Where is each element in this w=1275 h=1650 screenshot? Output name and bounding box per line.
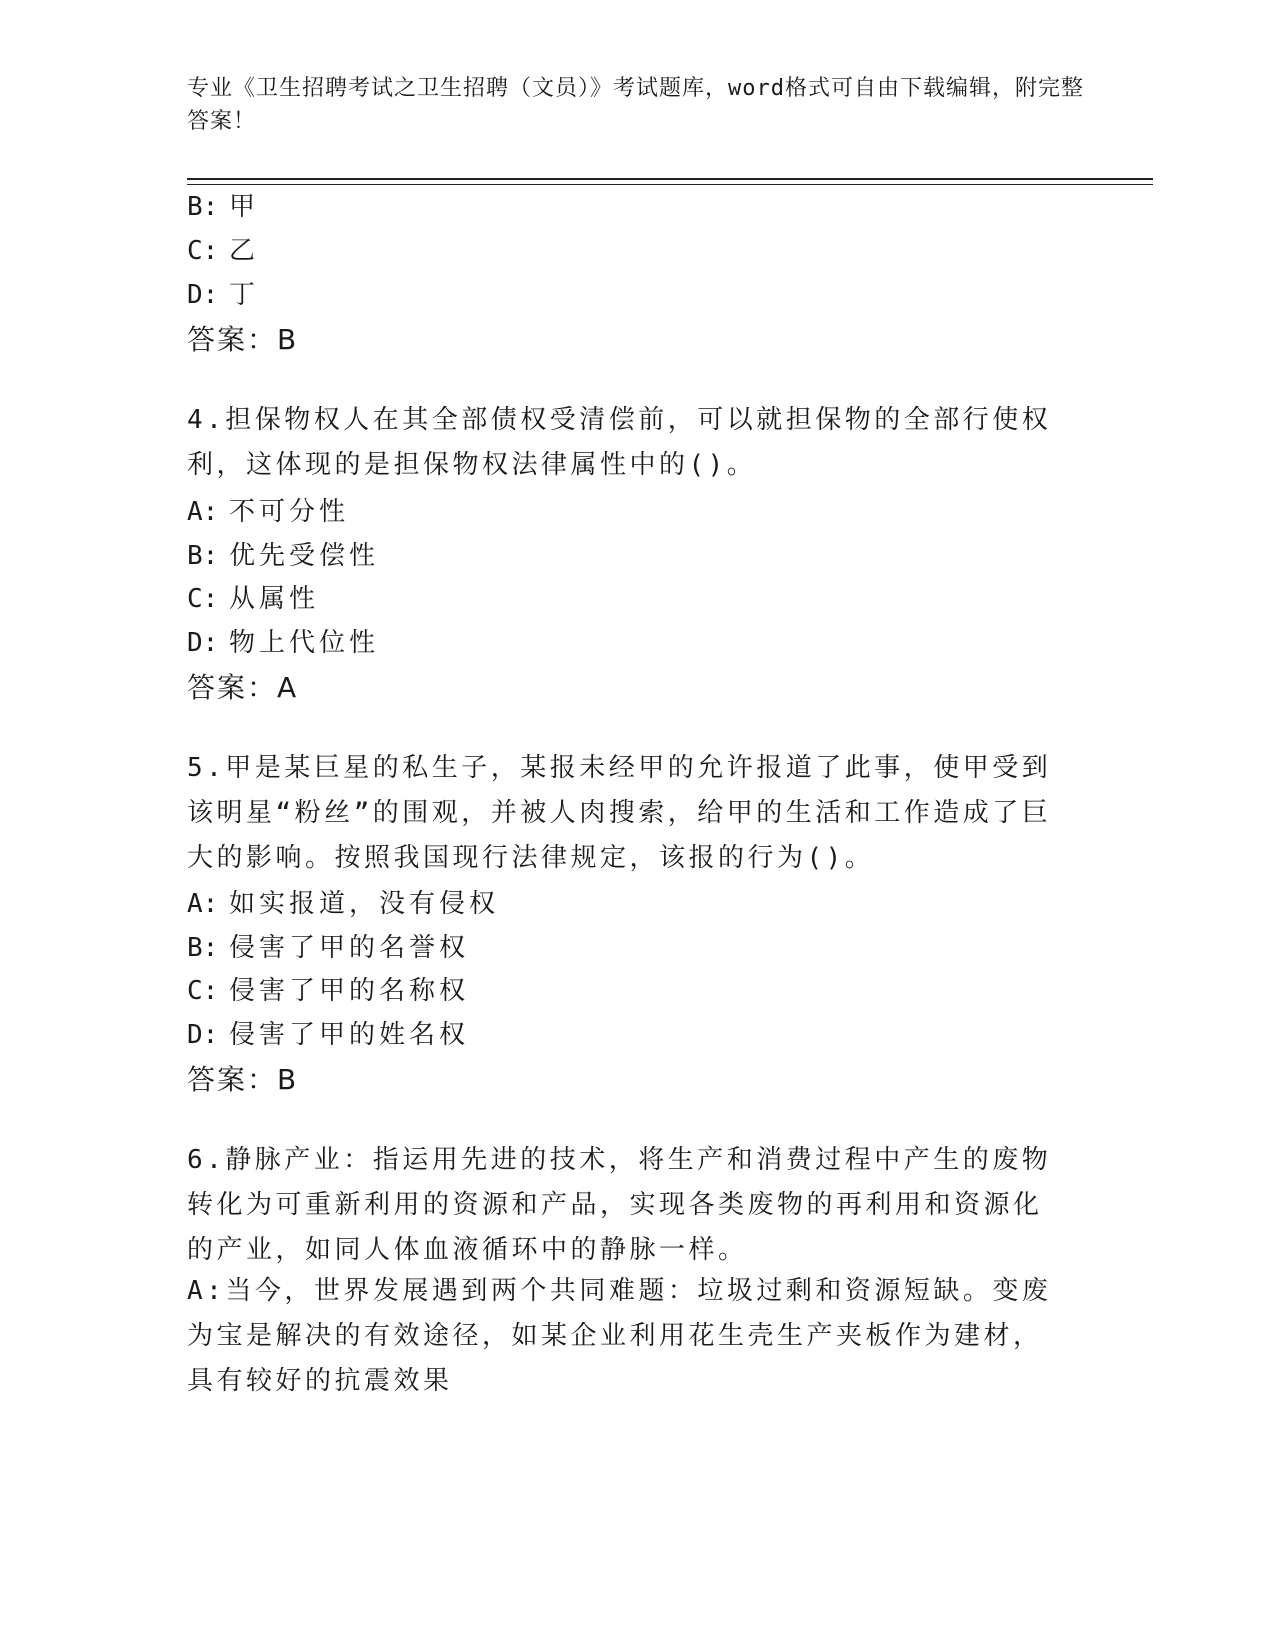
q6-option-a: A:当今，世界发展遇到两个共同难题：垃圾过剩和资源短缺。变废为宝是解决的有效途径，如某企业利用花生壳生产夹板作为建材，具有较好的抗震效果 bbox=[187, 1276, 1052, 1396]
q4-option-d: D: 物上代位性 bbox=[187, 628, 380, 658]
q4-answer: 答案：A bbox=[187, 671, 299, 704]
q5-stem: 5.甲是某巨星的私生子，某报未经甲的允许报道了此事，使甲受到该明星“粉丝”的围观，并被人肉搜索，给甲的生活和工作造成了巨大的影响。按照我国现行法律规定，该报的行为()。 bbox=[187, 753, 1052, 873]
document-header: 专业《卫生招聘考试之卫生招聘（文员）》考试题库，word格式可自由下载编辑，附完整答案！ bbox=[187, 76, 1084, 134]
q4-option-c: C: 从属性 bbox=[187, 584, 320, 614]
q4-option-a: A: 不可分性 bbox=[187, 497, 350, 527]
q5-option-b: B: 侵害了甲的名誉权 bbox=[187, 933, 470, 963]
q6-stem: 6.静脉产业：指运用先进的技术，将生产和消费过程中产生的废物转化为可重新利用的资源和产品，实现各类废物的再利用和资源化的产业，如同人体血液循环中的静脉一样。 bbox=[187, 1145, 1052, 1265]
q5-option-a: A: 如实报道，没有侵权 bbox=[187, 889, 500, 919]
q3-option-d: D: 丁 bbox=[187, 280, 260, 310]
q4-stem: 4.担保物权人在其全部债权受清偿前，可以就担保物的全部行使权利，这体现的是担保物权法律属性中的()。 bbox=[187, 405, 1052, 480]
q5-option-d: D: 侵害了甲的姓名权 bbox=[187, 1020, 470, 1050]
q5-option-c: C: 侵害了甲的名称权 bbox=[187, 976, 470, 1006]
q4-option-b: B: 优先受偿性 bbox=[187, 541, 380, 571]
q3-option-b: B: 甲 bbox=[187, 192, 260, 222]
header-rule-thin bbox=[187, 184, 1153, 185]
q3-answer: 答案：B bbox=[187, 323, 299, 356]
header-rule-thick bbox=[187, 178, 1153, 180]
q5-answer: 答案：B bbox=[187, 1063, 299, 1096]
q3-option-c: C: 乙 bbox=[187, 236, 260, 266]
